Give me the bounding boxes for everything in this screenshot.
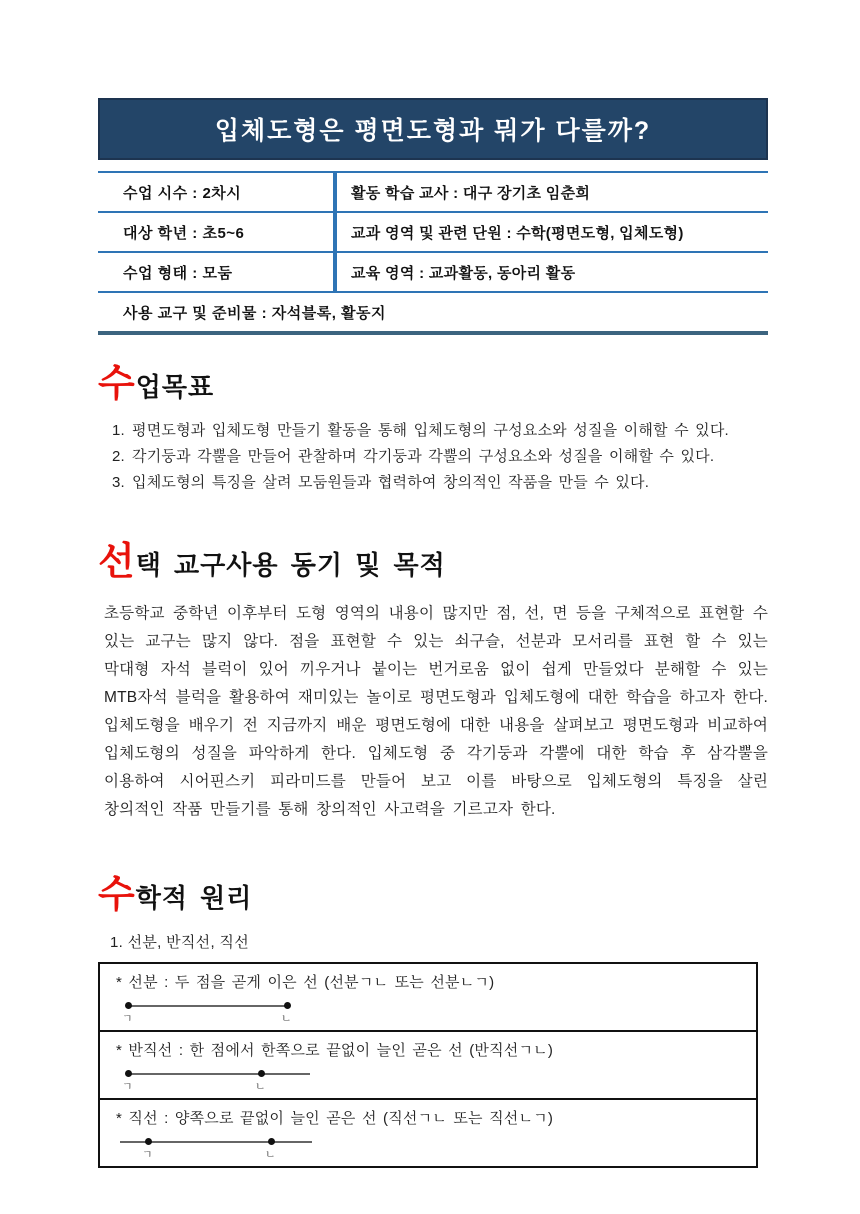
line-diagram xyxy=(120,1134,320,1160)
line-shape xyxy=(128,1005,288,1007)
segment-diagram xyxy=(120,998,320,1024)
line-shape xyxy=(128,1073,310,1075)
table-row xyxy=(98,211,768,251)
point-dot xyxy=(125,1002,132,1009)
goal-text: 평면도형과 입체도형 만들기 활동을 통해 입체도형의 구성요소와 성질을 이해할 수 있다. xyxy=(132,422,729,439)
document-title: 입체도형은 평면도형과 뭐가 다를까? xyxy=(214,117,652,145)
cell-target-grade: 대상 학년 : 초5~6 xyxy=(98,213,337,251)
definition-text: * 직선 : 양쪽으로 끝없이 늘인 곧은 선 (직선ㄱㄴ 또는 직선ㄴㄱ) xyxy=(116,1110,554,1127)
document-content xyxy=(98,0,768,1168)
goal-item xyxy=(112,418,768,444)
point-label: ㄴ xyxy=(265,1149,276,1161)
point-dot xyxy=(284,1002,291,1009)
point-label: ㄱ xyxy=(142,1149,153,1161)
heading-rest-text: 학적 원리 xyxy=(135,883,253,913)
heading-accent-char: 선 xyxy=(98,541,136,583)
goal-number: 1. xyxy=(112,422,125,439)
definition-row-segment xyxy=(100,964,756,1030)
heading-accent-char: 수 xyxy=(98,363,136,405)
point-dot xyxy=(145,1138,152,1145)
section-heading-motive xyxy=(98,543,768,582)
table-row xyxy=(98,171,768,211)
point-label: ㄱ xyxy=(122,1013,133,1025)
cell-teacher: 활동 학습 교사 : 대구 장기초 임춘희 xyxy=(351,184,591,202)
goal-item xyxy=(112,470,768,496)
goal-text: 입체도형의 특징을 살려 모둠원들과 협력하여 창의적인 작품을 만들 수 있다. xyxy=(132,474,650,491)
heading-accent-char: 수 xyxy=(98,874,136,916)
lesson-info-table xyxy=(98,171,768,335)
line-definitions-box xyxy=(98,962,758,1168)
point-label: ㄱ xyxy=(122,1081,133,1093)
title-banner xyxy=(98,98,768,160)
cell-class-type: 수업 형태 : 모둠 xyxy=(98,253,337,291)
principle-sublabel: 1. 선분, 반직선, 직선 xyxy=(110,934,249,951)
point-dot xyxy=(258,1070,265,1077)
definition-text: * 반직선 : 한 점에서 한쪽으로 끝없이 늘인 곧은 선 (반직선ㄱㄴ) xyxy=(116,1042,554,1059)
motive-paragraph: 초등학교 중학년 이후부터 도형 영역의 내용이 많지만 점, 선, 면 등을 구체적으로 표현할 수 있는 교구는 많지 않다. 점을 표현할 수 있는 쇠구슬, 선분과 모서리를 표현 할 수 있는 막대형 자석 블럭이 있어 끼우거나 붙이는 번거로움 없이 쉽게 만들었다 분해할 수 있는 MTB자석 블럭을 활용하여 재미있는 놀이로 평면도형과 입체도형에 대한 학습을 하고자 한다. 입체도형을 배우기 전 지금까지 배운 평면도형에 대한 내용을 살펴보고 평면도형과 비교하여 입체도형의 성질을 파악하게 한다. 입체도형 중 각기둥과 각뿔에 대한 학습 후 삼각뿔을 이용하여 시어핀스키 피라미드를 만들어 보고 이를 바탕으로 입체도형의 특징을 살린 창의적인 작품 만들기를 통해 창의적인 사고력을 기르고자 한다. xyxy=(104,605,768,818)
definition-text: * 선분 : 두 점을 곧게 이은 선 (선분ㄱㄴ 또는 선분ㄴㄱ) xyxy=(116,974,495,991)
goals-list xyxy=(112,418,768,496)
section-heading-principle xyxy=(98,876,768,915)
goal-text: 각기둥과 각뿔을 만들어 관찰하며 각기둥과 각뿔의 구성요소와 성질을 이해할 수 있다. xyxy=(132,448,715,465)
cell-materials: 사용 교구 및 준비물 : 자석블록, 활동지 xyxy=(98,291,768,335)
cell-subject-unit: 교과 영역 및 관련 단원 : 수학(평면도형, 입체도형) xyxy=(351,224,684,242)
ray-diagram xyxy=(120,1066,320,1092)
definition-row-ray xyxy=(100,1030,756,1098)
point-dot xyxy=(268,1138,275,1145)
point-label: ㄴ xyxy=(281,1013,292,1025)
point-label: ㄴ xyxy=(255,1081,266,1093)
definition-row-line xyxy=(100,1098,756,1166)
point-dot xyxy=(125,1070,132,1077)
cell-education-area: 교육 영역 : 교과활동, 동아리 활동 xyxy=(351,264,576,282)
goal-number: 2. xyxy=(112,448,125,465)
goal-item xyxy=(112,444,768,470)
goal-number: 3. xyxy=(112,474,125,491)
section-heading-goals xyxy=(98,365,768,404)
cell-class-hours: 수업 시수 : 2차시 xyxy=(98,173,337,211)
heading-rest-text: 택 교구사용 동기 및 목적 xyxy=(135,550,446,580)
table-row xyxy=(98,251,768,291)
heading-rest-text: 업목표 xyxy=(135,372,215,402)
